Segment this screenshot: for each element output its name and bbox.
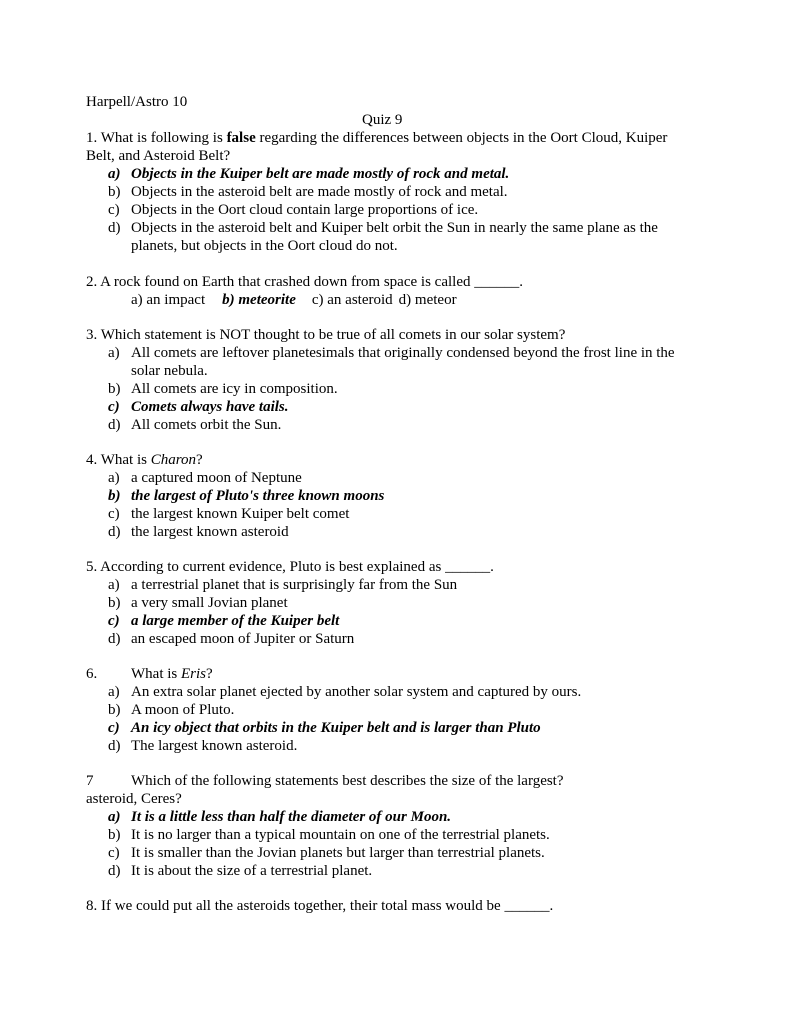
- option-text: the largest known Kuiper belt comet: [131, 506, 350, 522]
- question-7-option-c: [108, 844, 545, 862]
- question-3-stem: 3. Which statement is NOT thought to be true of all comets in our solar system?: [86, 327, 566, 343]
- question-1-option-c: [108, 201, 478, 219]
- question-1-stem-post: regarding the differences between objects in the Oort Cloud, Kuiper: [255, 130, 668, 146]
- question-1-option-b: [108, 183, 508, 201]
- option-text: Objects in the Oort cloud contain large proportions of ice.: [131, 202, 479, 218]
- option-letter: c): [108, 399, 120, 415]
- option-letter: c): [108, 202, 120, 218]
- question-4-option-b: [108, 487, 384, 505]
- option-letter: a): [108, 470, 120, 486]
- option-text: Objects in the asteroid belt are made mostly of rock and metal.: [131, 184, 508, 200]
- question-7-option-b: [108, 826, 550, 844]
- option-text: It is a little less than half the diameter of our Moon.: [131, 809, 452, 825]
- option-text: a captured moon of Neptune: [131, 470, 302, 486]
- option-letter: b): [108, 595, 121, 611]
- option-text: Comets always have tails.: [131, 399, 289, 415]
- question-2-option-b: b) meteorite: [222, 292, 296, 308]
- option-text: All comets are leftover planetesimals that originally condensed beyond the frost line in the: [131, 345, 675, 361]
- question-7-option-d: [108, 862, 372, 880]
- question-6-stem-post: ?: [206, 666, 213, 682]
- question-1-stem-pre: 1. What is following is: [86, 130, 227, 146]
- option-text: Objects in the asteroid belt and Kuiper belt orbit the Sun in nearly the same plane as the: [131, 220, 658, 236]
- question-1-option-d: [108, 219, 658, 237]
- question-4-stem-pre: 4. What is: [86, 452, 151, 468]
- question-2-stem: 2. A rock found on Earth that crashed down from space is called ______.: [86, 274, 523, 290]
- option-text: An extra solar planet ejected by another solar system and captured by ours.: [131, 684, 582, 700]
- option-text: All comets are icy in composition.: [131, 381, 338, 397]
- question-6-option-a: [108, 683, 581, 701]
- question-3-option-a-continued: solar nebula.: [131, 363, 208, 379]
- option-letter: a): [108, 345, 120, 361]
- question-1-option-a: [108, 165, 509, 183]
- question-4-option-c: [108, 505, 349, 523]
- question-4-stem-italic: Charon: [150, 452, 197, 468]
- question-4-stem: [86, 451, 203, 469]
- option-text: a terrestrial planet that is surprisingly far from the Sun: [131, 577, 458, 593]
- question-6-stem: [131, 665, 213, 683]
- question-6-option-c: [108, 719, 541, 737]
- option-text: a very small Jovian planet: [131, 595, 288, 611]
- option-text: It is smaller than the Jovian planets but larger than terrestrial planets.: [131, 845, 545, 861]
- option-text: the largest known asteroid: [131, 524, 289, 540]
- question-3-option-c: [108, 398, 289, 416]
- option-letter: d): [108, 738, 121, 754]
- option-letter: c): [108, 613, 120, 629]
- option-text: The largest known asteroid.: [131, 738, 298, 754]
- question-7-stem: Which of the following statements best describes the size of the largest?: [131, 773, 564, 789]
- question-5-option-a: [108, 576, 457, 594]
- question-1-stem: [86, 129, 667, 147]
- option-letter: d): [108, 863, 121, 879]
- option-text: It is no larger than a typical mountain on one of the terrestrial planets.: [131, 827, 550, 843]
- option-text: an escaped moon of Jupiter or Saturn: [131, 631, 355, 647]
- course-header: Harpell/Astro 10: [86, 94, 188, 110]
- option-letter: c): [108, 845, 120, 861]
- question-5-option-c: [108, 612, 339, 630]
- question-1-stem-line2: Belt, and Asteroid Belt?: [86, 148, 231, 164]
- option-text: A moon of Pluto.: [131, 702, 235, 718]
- question-2-options: [131, 291, 457, 309]
- question-8-stem: 8. If we could put all the asteroids together, their total mass would be ______.: [86, 898, 554, 914]
- question-6-option-d: [108, 737, 297, 755]
- question-7-number: 7: [86, 773, 94, 789]
- question-6-number: 6.: [86, 666, 98, 682]
- option-letter: d): [108, 524, 121, 540]
- option-letter: b): [108, 827, 121, 843]
- option-letter: c): [108, 720, 120, 736]
- option-letter: a): [108, 684, 120, 700]
- question-5-stem: 5. According to current evidence, Pluto is best explained as ______.: [86, 559, 494, 575]
- question-5-option-b: [108, 594, 288, 612]
- option-text: An icy object that orbits in the Kuiper belt and is larger than Pluto: [131, 720, 541, 736]
- option-letter: b): [108, 184, 121, 200]
- option-text: the largest of Pluto's three known moons: [131, 488, 385, 504]
- option-letter: b): [108, 381, 121, 397]
- option-text: Objects in the Kuiper belt are made mostly of rock and metal.: [131, 166, 510, 182]
- option-letter: a): [108, 809, 121, 825]
- question-6-option-b: [108, 701, 234, 719]
- question-2-option-a: a) an impact: [131, 292, 206, 308]
- option-text: All comets orbit the Sun.: [131, 417, 282, 433]
- question-2-option-d: d) meteor: [398, 292, 457, 308]
- option-letter: d): [108, 417, 121, 433]
- option-text: a large member of the Kuiper belt: [131, 613, 340, 629]
- quiz-title: Quiz 9: [362, 112, 403, 128]
- option-letter: c): [108, 506, 120, 522]
- question-4-stem-post: ?: [196, 452, 203, 468]
- question-2-option-c: c) an asteroid: [311, 292, 393, 308]
- question-3-option-d: [108, 416, 281, 434]
- question-4-option-a: [108, 469, 302, 487]
- option-letter: a): [108, 166, 121, 182]
- question-1-option-d-continued: planets, but objects in the Oort cloud do not.: [131, 238, 398, 254]
- question-4-option-d: [108, 523, 289, 541]
- option-letter: b): [108, 702, 121, 718]
- question-5-option-d: [108, 630, 354, 648]
- option-letter: a): [108, 577, 120, 593]
- question-7-stem-line2: asteroid, Ceres?: [86, 791, 182, 807]
- option-letter: d): [108, 631, 121, 647]
- option-letter: b): [108, 488, 121, 504]
- question-6-stem-italic: Eris: [181, 666, 207, 682]
- question-3-option-a: [108, 344, 675, 362]
- question-7-option-a: [108, 808, 451, 826]
- option-letter: d): [108, 220, 121, 236]
- question-6-stem-pre: What is: [131, 666, 181, 682]
- question-3-option-b: [108, 380, 338, 398]
- option-text: It is about the size of a terrestrial planet.: [131, 863, 373, 879]
- question-1-stem-bold: false: [226, 130, 256, 146]
